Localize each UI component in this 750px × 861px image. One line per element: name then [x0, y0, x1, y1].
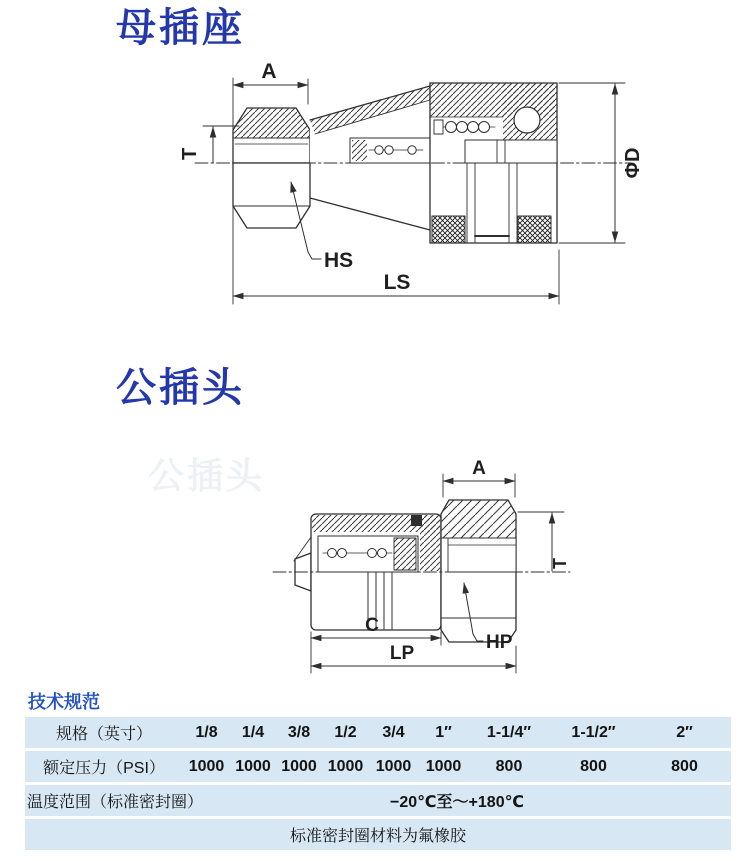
dimension-c: [311, 632, 441, 673]
hex-nut: [441, 500, 516, 642]
locking-ball: [514, 107, 540, 133]
dim-label-t: T: [550, 558, 570, 569]
spec-temp-value: −20℃至～+180℃: [390, 794, 524, 811]
dim-label-t: T: [179, 147, 201, 160]
valve-spring-detail: [350, 138, 430, 163]
spec-size-label: 规格（英寸）: [55, 726, 152, 743]
spec-size-value: 2″: [676, 723, 693, 741]
spec-size-value: 1-1/2″: [571, 723, 616, 741]
hex-nut: [233, 108, 310, 228]
spec-pressure-value: 1000: [327, 757, 364, 775]
spec-pressure-value: 800: [671, 757, 698, 775]
spec-size-value: 1/4: [241, 723, 265, 741]
spec-pressure-label: 额定压力（PSI）: [43, 760, 165, 777]
dim-label-a: A: [261, 60, 277, 83]
specs-heading: 技术规范: [28, 692, 100, 712]
spec-pressure-value: 1000: [235, 757, 271, 775]
spec-size-value: 1-1/4″: [486, 723, 532, 741]
male-plug-drawing: [268, 452, 578, 684]
spec-size-value: 1/8: [195, 723, 218, 741]
knurl-band-right: [518, 216, 551, 243]
dim-label-d: ΦD: [622, 147, 644, 179]
dim-label-a: A: [472, 458, 486, 479]
dim-label-hs: HS: [324, 249, 354, 272]
spec-row-material: [25, 819, 731, 850]
spec-size-value: 1/2: [334, 723, 357, 741]
spec-pressure-value: 1000: [281, 757, 317, 775]
spec-size-value: 3/4: [382, 723, 405, 741]
female-socket-title: 母插座: [116, 6, 245, 50]
spec-row-size: [25, 717, 731, 748]
dim-label-hp: HP: [486, 632, 513, 653]
male-plug-watermark: 公插头: [148, 455, 266, 496]
dim-label-ls: LS: [383, 271, 411, 294]
specs-table: [25, 714, 731, 853]
female-socket-drawing: [165, 58, 645, 326]
spec-pressure-value: 800: [495, 757, 523, 775]
knurl-band-left: [432, 216, 465, 243]
spec-pressure-value: 1000: [425, 757, 462, 775]
spec-pressure-value: 800: [580, 757, 607, 775]
male-plug-title: 公插头: [116, 366, 245, 410]
spec-size-value: 3/8: [287, 723, 311, 741]
dim-label-lp: LP: [389, 643, 415, 664]
dim-label-c: C: [365, 615, 379, 636]
spec-pressure-value: 1000: [188, 757, 225, 775]
spec-size-value: 1″: [435, 723, 452, 741]
spec-row-pressure: [25, 751, 731, 782]
spec-material-note: 标准密封圈材料为氟橡胶: [289, 828, 466, 845]
spec-row-temperature: [25, 785, 731, 816]
spec-temp-label: 温度范围（标准密封圈）: [27, 794, 204, 811]
spec-pressure-value: 1000: [375, 757, 412, 775]
